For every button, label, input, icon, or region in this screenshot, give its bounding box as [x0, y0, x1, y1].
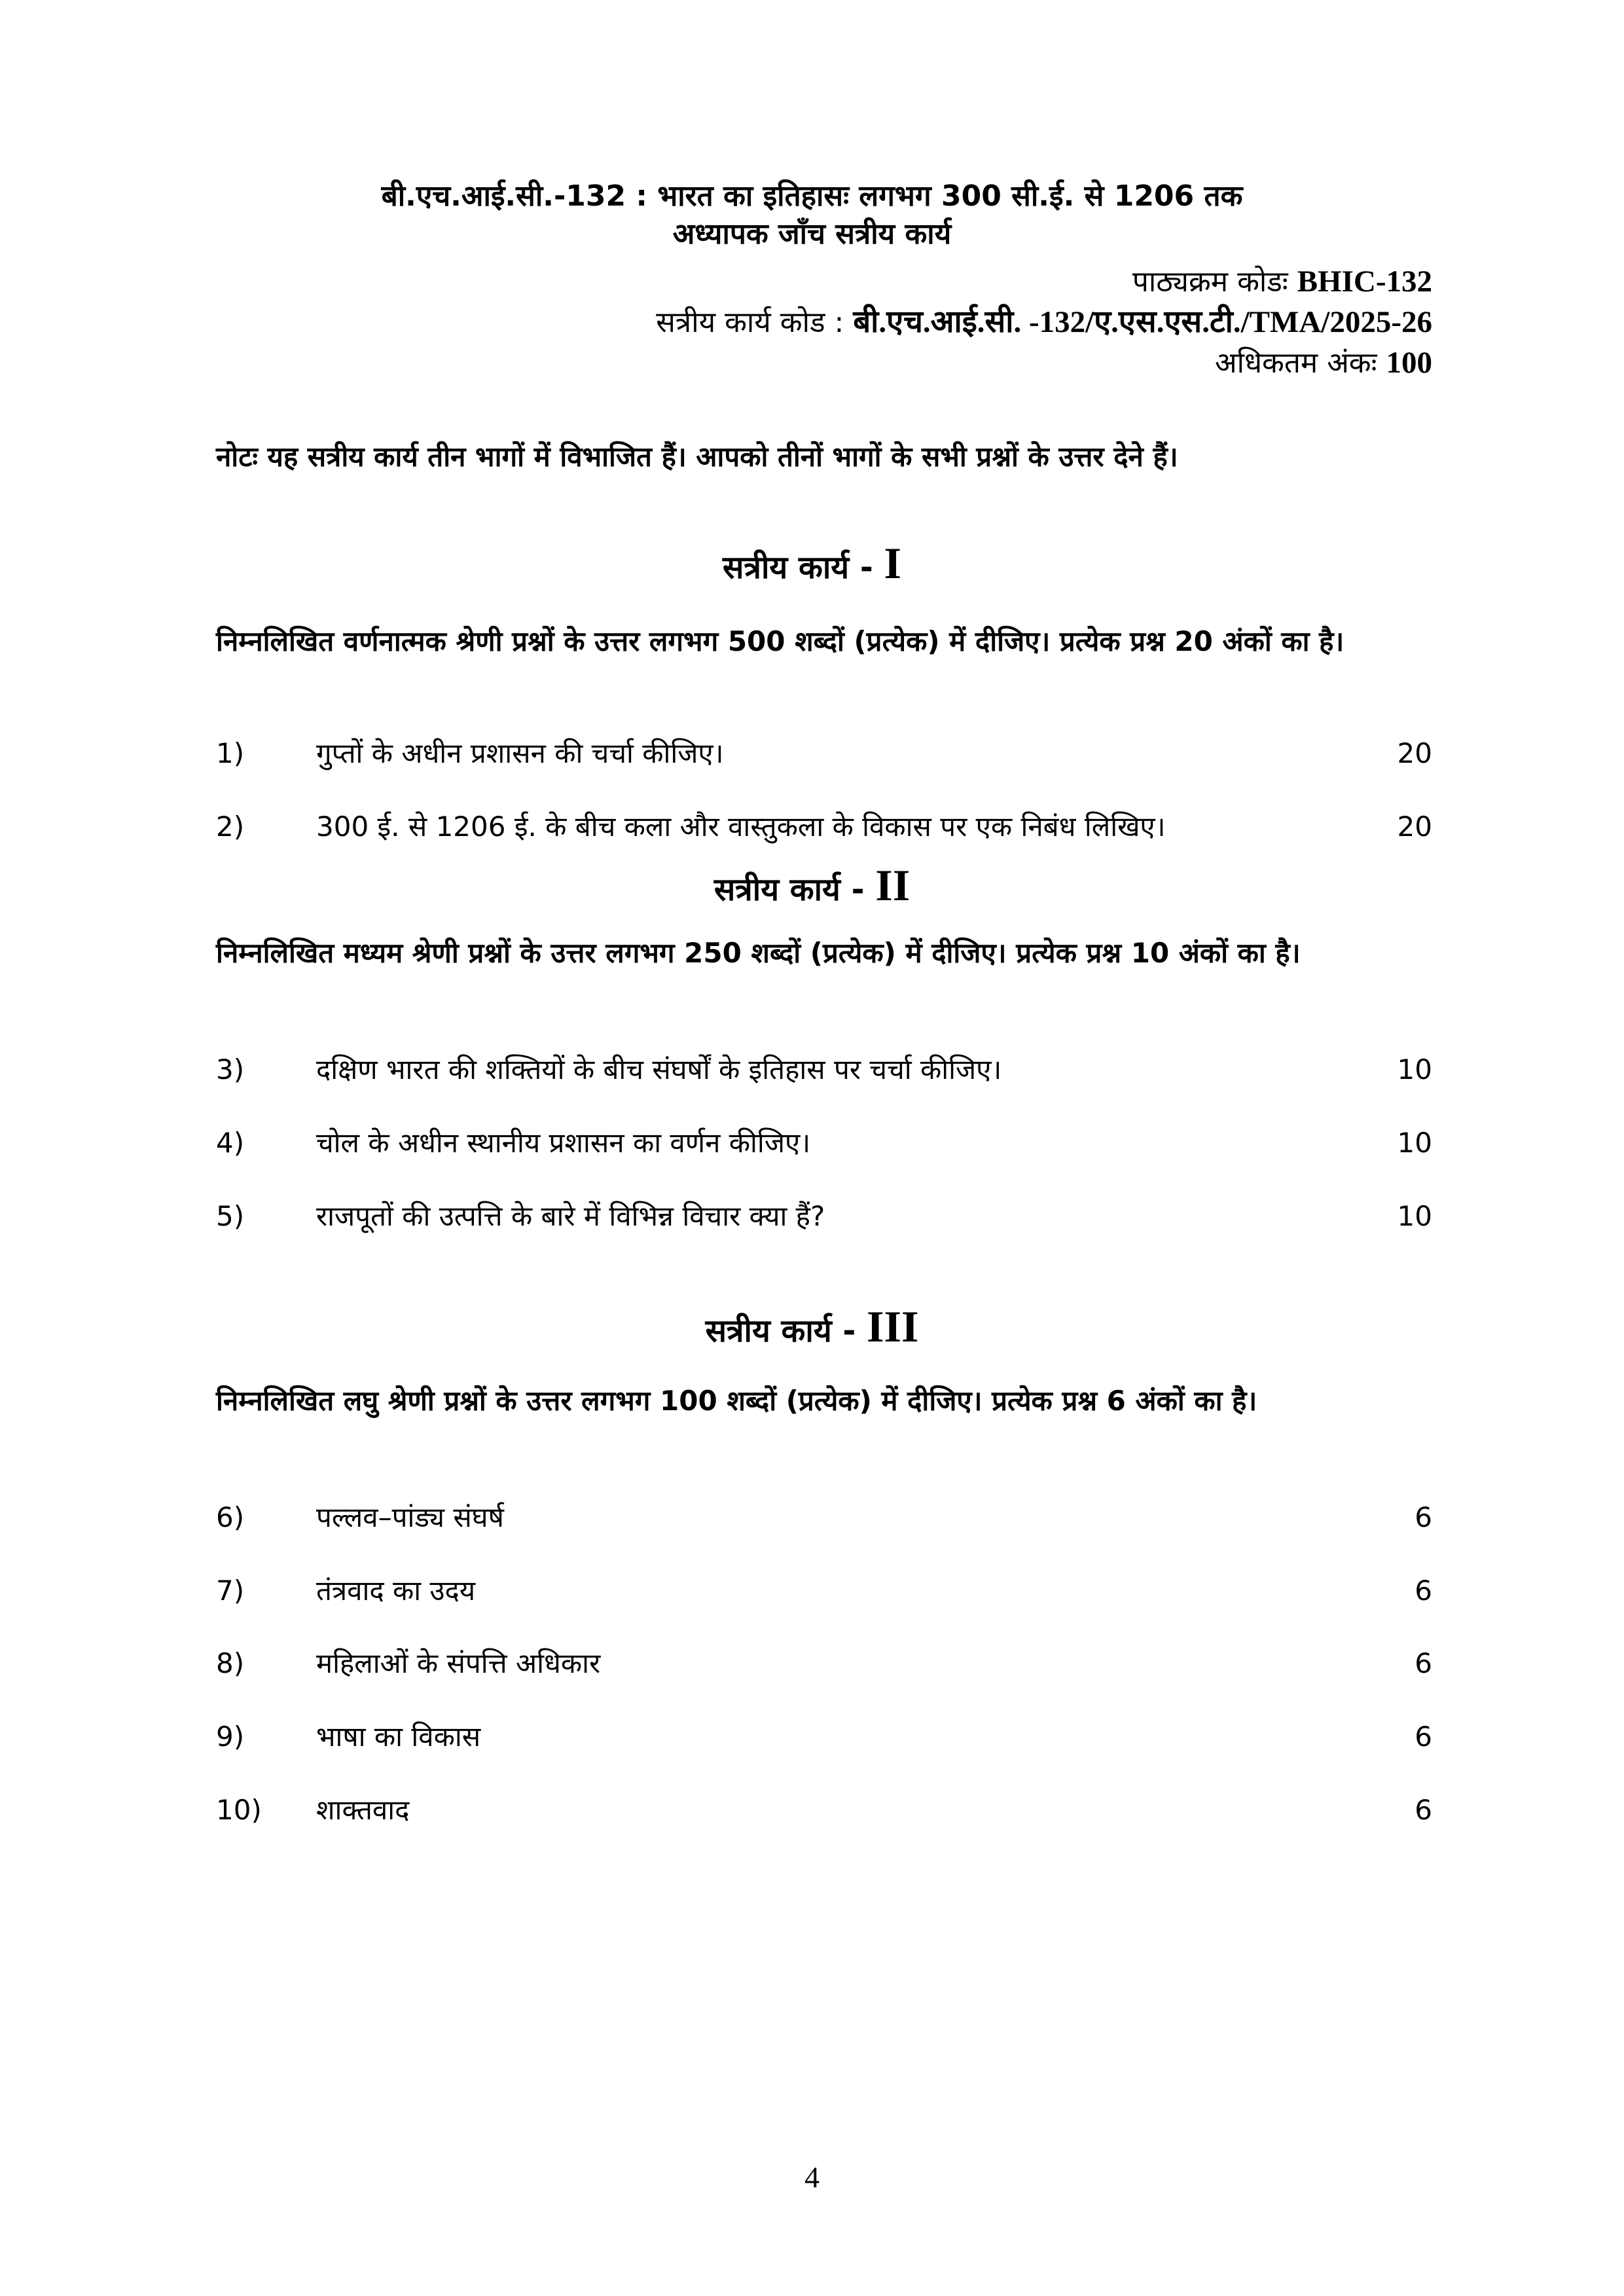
section-roman: I: [884, 538, 901, 588]
question-marks: 6: [1415, 1575, 1432, 1607]
question-row: [0, 1717, 1624, 1757]
instructions-note: नोटः यह सत्रीय कार्य तीन भागों में विभाजित हैं। आपको तीनों भागों के सभी प्रश्नों के उत्तर देने हैं।: [216, 441, 1178, 473]
assignment-code: बी.एच.आई.सी. -132/ए.एस.एस.टी./TMA/2025-26: [853, 305, 1432, 339]
question-marks: 10: [1397, 1127, 1432, 1159]
question-number: 1): [216, 737, 245, 769]
max-marks-line: [1215, 345, 1432, 381]
section-heading-3: [0, 1302, 1624, 1352]
question-row: [0, 1791, 1624, 1830]
question-marks: 6: [1415, 1721, 1432, 1753]
max-marks-label: अधिकतम अंकः: [1214, 346, 1377, 380]
max-marks: 100: [1386, 346, 1432, 380]
section-title: सत्रीय कार्य -: [713, 871, 865, 908]
question-text: तंत्रवाद का उदय: [316, 1575, 476, 1607]
question-number: 9): [216, 1721, 245, 1753]
page-number: 4: [804, 2160, 820, 2194]
question-row: [0, 807, 1624, 847]
question-number: 4): [216, 1127, 245, 1159]
question-text: महिलाओं के संपत्ति अधिकार: [316, 1647, 601, 1679]
question-marks: 20: [1397, 811, 1432, 843]
question-text: राजपूतों की उत्पत्ति के बारे में विभिन्न विचार क्या हैं?: [316, 1200, 825, 1232]
question-text: 300 ई. से 1206 ई. के बीच कला और वास्तुकला के विकास पर एक निबंध लिखिए।: [316, 811, 1166, 843]
question-row: [0, 1123, 1624, 1163]
section-roman: II: [875, 860, 911, 910]
question-text: दक्षिण भारत की शक्तियों के बीच संघर्षों के इतिहास पर चर्चा कीजिए।: [316, 1053, 1002, 1085]
assignment-code-line: [656, 304, 1432, 340]
document-title: बी.एच.आई.सी.-132 : भारत का इतिहासः लगभग 300 सी.ई. से 1206 तक: [381, 179, 1243, 213]
question-text: भाषा का विकास: [316, 1721, 481, 1753]
question-marks: 10: [1397, 1053, 1432, 1085]
question-number: 3): [216, 1053, 245, 1085]
question-row: [0, 734, 1624, 773]
section-instruction-3: निम्नलिखित लघु श्रेणी प्रश्नों के उत्तर लगभग 100 शब्दों (प्रत्येक) में दीजिए। प्रत्येक प्रश्न 6 अंकों का है।: [216, 1385, 1257, 1417]
question-row: [0, 1571, 1624, 1611]
question-number: 8): [216, 1647, 245, 1679]
question-number: 6): [216, 1501, 245, 1533]
course-code: BHIC-132: [1297, 264, 1432, 299]
question-marks: 6: [1415, 1794, 1432, 1826]
question-marks: 20: [1397, 737, 1432, 769]
course-code-line: [1132, 264, 1432, 300]
question-text: चोल के अधीन स्थानीय प्रशासन का वर्णन कीजिए।: [316, 1127, 811, 1159]
section-roman: III: [867, 1302, 919, 1351]
question-number: 2): [216, 811, 245, 843]
section-heading-1: [0, 538, 1624, 589]
question-row: [0, 1644, 1624, 1683]
document-subtitle: अध्यापक जाँच सत्रीय कार्य: [672, 217, 952, 251]
question-marks: 6: [1415, 1647, 1432, 1679]
section-instruction-1: निम्नलिखित वर्णनात्मक श्रेणी प्रश्नों के उत्तर लगभग 500 शब्दों (प्रत्येक) में दीजिए। प्रत्येक प्रश्न 20 अंकों का है।: [216, 625, 1344, 657]
section-heading-2: [0, 860, 1624, 911]
course-code-label: पाठ्यक्रम कोडः: [1132, 265, 1288, 299]
assignment-code-label: सत्रीय कार्य कोड :: [656, 306, 844, 339]
section-instruction-2: निम्नलिखित मध्यम श्रेणी प्रश्नों के उत्तर लगभग 250 शब्दों (प्रत्येक) में दीजिए। प्रत्येक प्रश्न 10 अंकों का है।: [216, 937, 1301, 969]
question-row: [0, 1197, 1624, 1236]
section-title: सत्रीय कार्य -: [705, 1313, 856, 1349]
question-marks: 10: [1397, 1200, 1432, 1232]
question-text: शाक्तवाद: [316, 1794, 410, 1826]
question-number: 10): [216, 1794, 262, 1826]
question-row: [0, 1498, 1624, 1537]
question-text: गुप्तों के अधीन प्रशासन की चर्चा कीजिए।: [316, 737, 724, 769]
question-row: [0, 1050, 1624, 1089]
question-number: 5): [216, 1200, 245, 1232]
question-number: 7): [216, 1575, 245, 1607]
question-text: पल्लव–पांड्य संघर्ष: [316, 1501, 504, 1533]
section-title: सत्रीय कार्य -: [723, 549, 873, 586]
question-marks: 6: [1415, 1501, 1432, 1533]
